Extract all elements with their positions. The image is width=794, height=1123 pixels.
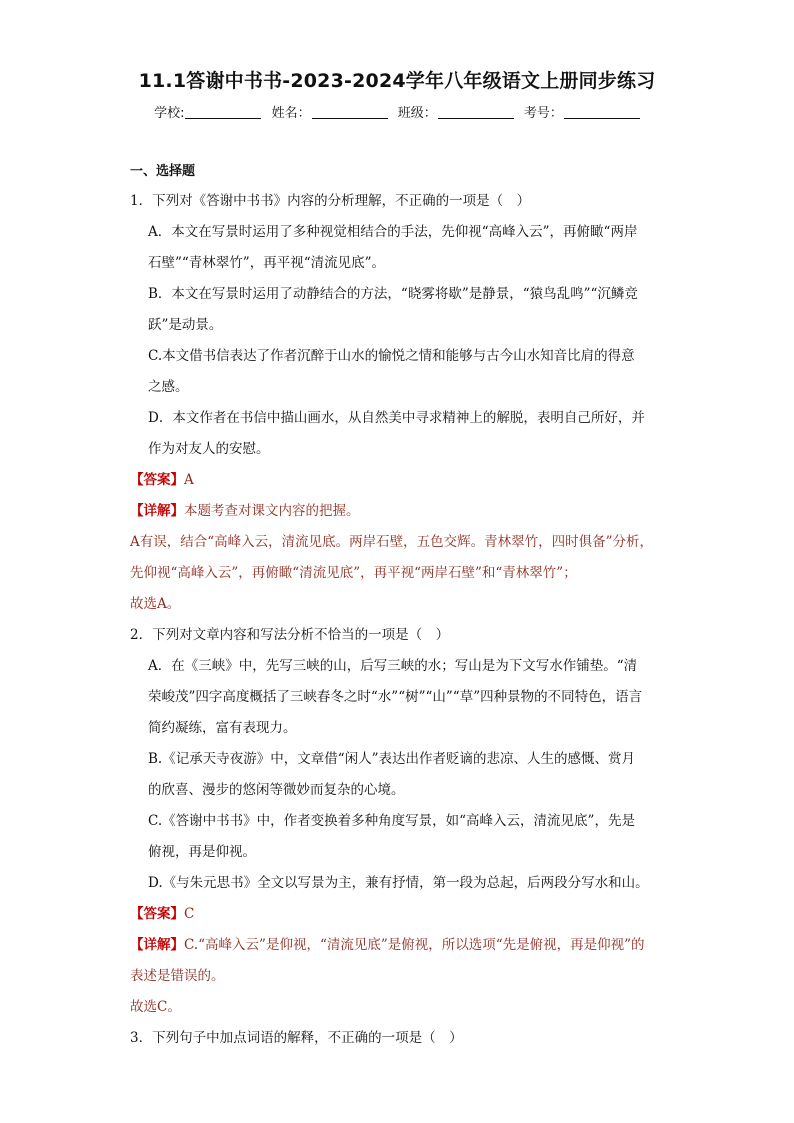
detail-head: 本题考查对课文内容的把握。 bbox=[184, 503, 360, 519]
option-c-cont: 之感。 bbox=[148, 379, 189, 395]
option-c: C.本文借书信表达了作者沉醉于山水的愉悦之情和能够与古今山水知音比肩的得意 bbox=[148, 348, 635, 364]
option-d-cont: 作为对友人的安慰。 bbox=[148, 441, 270, 457]
detail-label: 【详解】 bbox=[130, 937, 184, 953]
detail-text: C.“高峰入云”是仰视，“清流见底”是俯视，所以选项“先是俯视，再是仰视”的 bbox=[184, 937, 645, 953]
answer-line bbox=[130, 465, 670, 496]
option-d: D.《与朱元思书》全文以写景为主，兼有抒情，第一段为总起，后两段分写水和山。 bbox=[148, 875, 649, 891]
option-c: C.《答谢中书书》中，作者变换着多种角度写景，如“高峰入云，清流见底”，先是 bbox=[148, 813, 635, 829]
option-b: B．本文在写景时运用了动静结合的方法，“晓雾将歇”是静景，“猿鸟乱鸣”“沉鳞竞 bbox=[148, 286, 638, 302]
question-stem: 1．下列对《答谢中书书》内容的分析理解，不正确的一项是（ ） bbox=[130, 193, 531, 209]
class-field: 班级： bbox=[398, 102, 514, 121]
detail-line bbox=[130, 930, 670, 961]
question-1 bbox=[130, 186, 670, 620]
option-a-cont: 石壁”“青林翠竹”，再平视“清流见底”。 bbox=[148, 255, 386, 271]
exam-number-field: 考号： bbox=[524, 102, 640, 121]
option-d: D．本文作者在书信中描山画水，从自然美中寻求精神上的解脱，表明自己所好，并 bbox=[148, 410, 645, 426]
answer-label: 【答案】 bbox=[130, 906, 184, 922]
question-stem: 3．下列句子中加点词语的解释，不正确的一项是（ ） bbox=[130, 1030, 463, 1046]
name-field: 姓名： bbox=[272, 102, 388, 121]
conclusion: 故选C。 bbox=[130, 999, 181, 1015]
answer-value: A bbox=[184, 472, 194, 488]
detail-text-cont: 先仰视“高峰入云”，再俯瞰“清流见底”，再平视“两岸石壁”和“青林翠竹”； bbox=[130, 565, 577, 581]
option-a-cont-2: 简约凝练，富有表现力。 bbox=[148, 720, 297, 736]
detail-text: A有误，结合“高峰入云，清流见底。两岸石壁，五色交辉。青林翠竹，四时俱备”分析， bbox=[130, 534, 654, 550]
student-info-line bbox=[0, 102, 794, 121]
question-stem: 2．下列对文章内容和写法分析不恰当的一项是（ ） bbox=[130, 627, 450, 643]
option-b-cont: 跃”是动景。 bbox=[148, 317, 223, 333]
section-title: 一、选择题 bbox=[130, 164, 196, 179]
option-b: B.《记承天寺夜游》中，文章借“闲人”表达出作者贬谪的悲凉、人生的感慨、赏月 bbox=[148, 751, 636, 767]
conclusion: 故选A。 bbox=[130, 596, 181, 612]
question-3 bbox=[130, 1023, 670, 1054]
page-title: 11.1答谢中书书-2023-2024学年八年级语文上册同步练习 bbox=[138, 70, 656, 92]
detail-label: 【详解】 bbox=[130, 503, 184, 519]
question-2 bbox=[130, 620, 670, 1023]
answer-value: C bbox=[184, 906, 195, 922]
school-field: 学校: bbox=[154, 102, 261, 121]
option-c-cont: 俯视，再是仰视。 bbox=[148, 844, 256, 860]
answer-label: 【答案】 bbox=[130, 472, 184, 488]
option-b-cont: 的欣喜、漫步的悠闲等微妙而复杂的心境。 bbox=[148, 782, 405, 798]
option-a-cont: 荣峻茂”四字高度概括了三峡春冬之时“水”“树”“山”“草”四种景物的不同特色，语言 bbox=[148, 689, 643, 705]
detail-text-cont: 表述是错误的。 bbox=[130, 968, 225, 984]
main-content bbox=[130, 162, 670, 1054]
answer-line bbox=[130, 899, 670, 930]
detail-line bbox=[130, 496, 670, 527]
option-a: A．本文在写景时运用了多种视觉相结合的手法，先仰视“高峰入云”，再俯瞰“两岸 bbox=[148, 224, 638, 240]
option-a: A．在《三峡》中，先写三峡的山，后写三峡的水；写山是为下文写水作铺垫。“清 bbox=[148, 658, 638, 674]
